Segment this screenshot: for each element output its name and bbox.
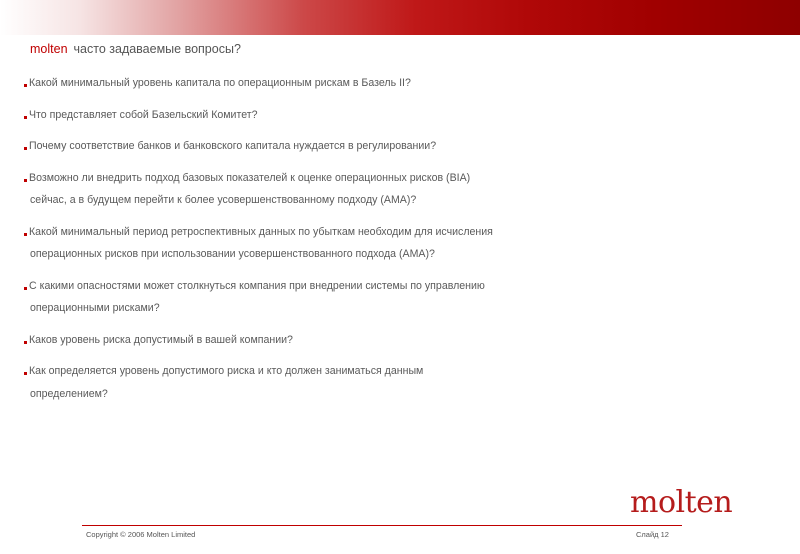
slide-number: Слайд 12 [636,530,669,539]
bullet-icon [24,372,27,375]
faq-item-4-line-2: сейчас, а в будущем перейти к более усовершенствованному подходу (AMA)? [30,194,417,206]
header-band [0,0,800,35]
faq-item-7-line-1: Каков уровень риска допустимый в вашей компании? [29,333,293,346]
faq-item-3-line-1: Почему соответствие банков и банковского капитала нуждается в регулировании? [29,140,437,152]
faq-item-2 [24,104,644,127]
faq-item-3 [24,135,644,158]
faq-item-4-line-1: Возможно ли внедрить подход базовых показателей к оценке операционных рисков (BIA) [29,171,471,184]
page-title [30,42,241,56]
copyright-text: Copyright © 2006 Molten Limited [86,530,196,539]
title-text: часто задаваемые вопросы? [73,42,241,56]
faq-item-5 [24,221,644,266]
bullet-icon [24,116,27,119]
faq-item-8-line-2: определением? [30,387,108,400]
molten-logo: molten [630,485,733,520]
faq-item-5-line-1: Какой минимальный период ретроспективных данных по убыткам необходим для исчисления [29,225,493,238]
footer-divider [82,525,682,526]
faq-item-4 [24,167,644,212]
faq-item-7 [24,329,644,352]
title-brand: molten [30,42,68,56]
faq-item-5-line-2: операционных рисков при использовании усовершенствованного подхода (AMA)? [30,248,435,260]
bullet-icon [24,147,27,150]
faq-list [24,72,644,414]
faq-item-6-line-2: операционными рисками? [30,302,160,314]
faq-item-8-line-1: Как определяется уровень допустимого риска и кто должен заниматься данным [29,365,424,377]
faq-item-1 [24,72,644,95]
bullet-icon [24,179,27,182]
faq-item-1-line-1: Какой минимальный уровень капитала по операционным рискам в Базель II? [29,77,411,89]
faq-item-6 [24,275,644,320]
bullet-icon [24,233,27,236]
faq-item-2-line-1: Что представляет собой Базельский Комитет? [29,108,258,121]
faq-item-8 [24,360,644,405]
bullet-icon [24,287,27,290]
bullet-icon [24,84,27,87]
bullet-icon [24,341,27,344]
faq-item-6-line-1: С какими опасностями может столкнуться компания при внедрении системы по управлению [29,279,485,292]
